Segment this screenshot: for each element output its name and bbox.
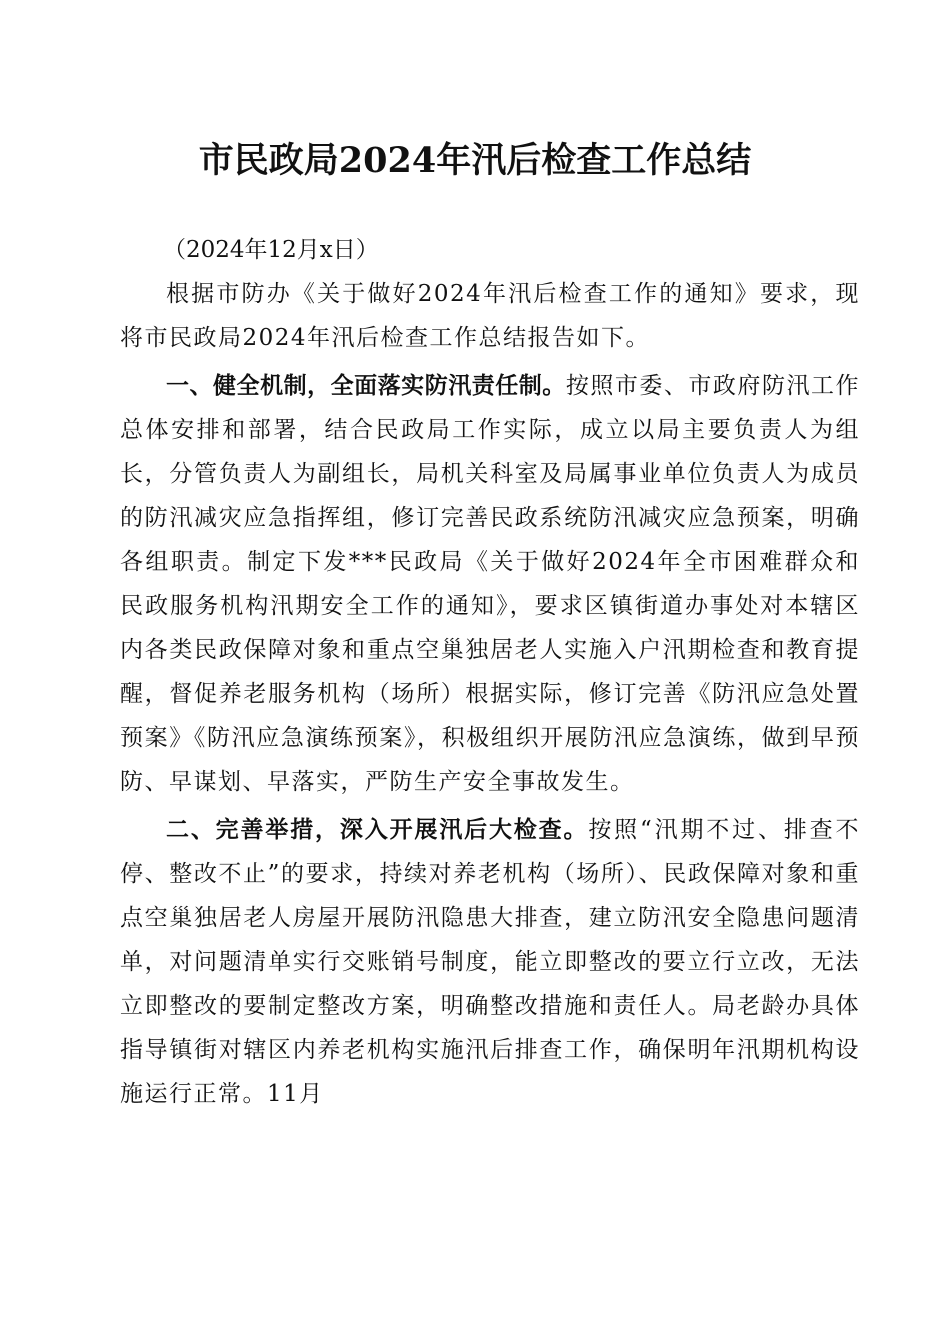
- intro-paragraph: 根据市防办《关于做好2024年汛后检查工作的通知》要求，现将市民政局2024年汛后检查工作总结报告如下。: [120, 281, 860, 351]
- document-title: 市民政局2024年汛后检查工作总结: [198, 140, 752, 181]
- section-paragraph: [120, 364, 860, 804]
- document-date: （2024年12月x日）: [163, 237, 379, 263]
- section-body: 按照“汛期不过、排查不停、整改不止”的要求，持续对养老机构（场所）、民政保障对象和重点空巢独居老人房屋开展防汛隐患大排查，建立防汛安全隐患问题清单，对问题清单实行交账销号制度，能立即整改的要立行立改，无法立即整改的要制定整改方案，明确整改措施和责任人。局老龄办具体指导镇街对辖区内养老机构实施汛后排查工作，确保明年汛期机构设施运行正常。11月: [120, 817, 861, 1107]
- document-body: [120, 228, 860, 1116]
- section-paragraph: [120, 808, 860, 1116]
- section-heading: 一、健全机制，全面落实防汛责任制。: [166, 373, 566, 399]
- section-body: 按照市委、市政府防汛工作总体安排和部署，结合民政局工作实际，成立以局主要负责人为组长，分管负责人为副组长，局机关科室及局属事业单位负责人为成员的防汛减灾应急指挥组，修订完善民政系统防汛减灾应急预案，明确各组职责。制定下发***民政局《关于做好2024年全市困难群众和民政服务机构汛期安全工作的通知》，要求区镇街道办事处对本辖区内各类民政保障对象和重点空巢独居老人实施入户汛期检查和教育提醒，督促养老服务机构（场所）根据实际，修订完善《防汛应急处置预案》《防汛应急演练预案》，积极组织开展防汛应急演练，做到早预防、早谋划、早落实，严防生产安全事故发生。: [120, 373, 861, 795]
- section-heading: 二、完善举措，深入开展汛后大检查。: [166, 817, 589, 843]
